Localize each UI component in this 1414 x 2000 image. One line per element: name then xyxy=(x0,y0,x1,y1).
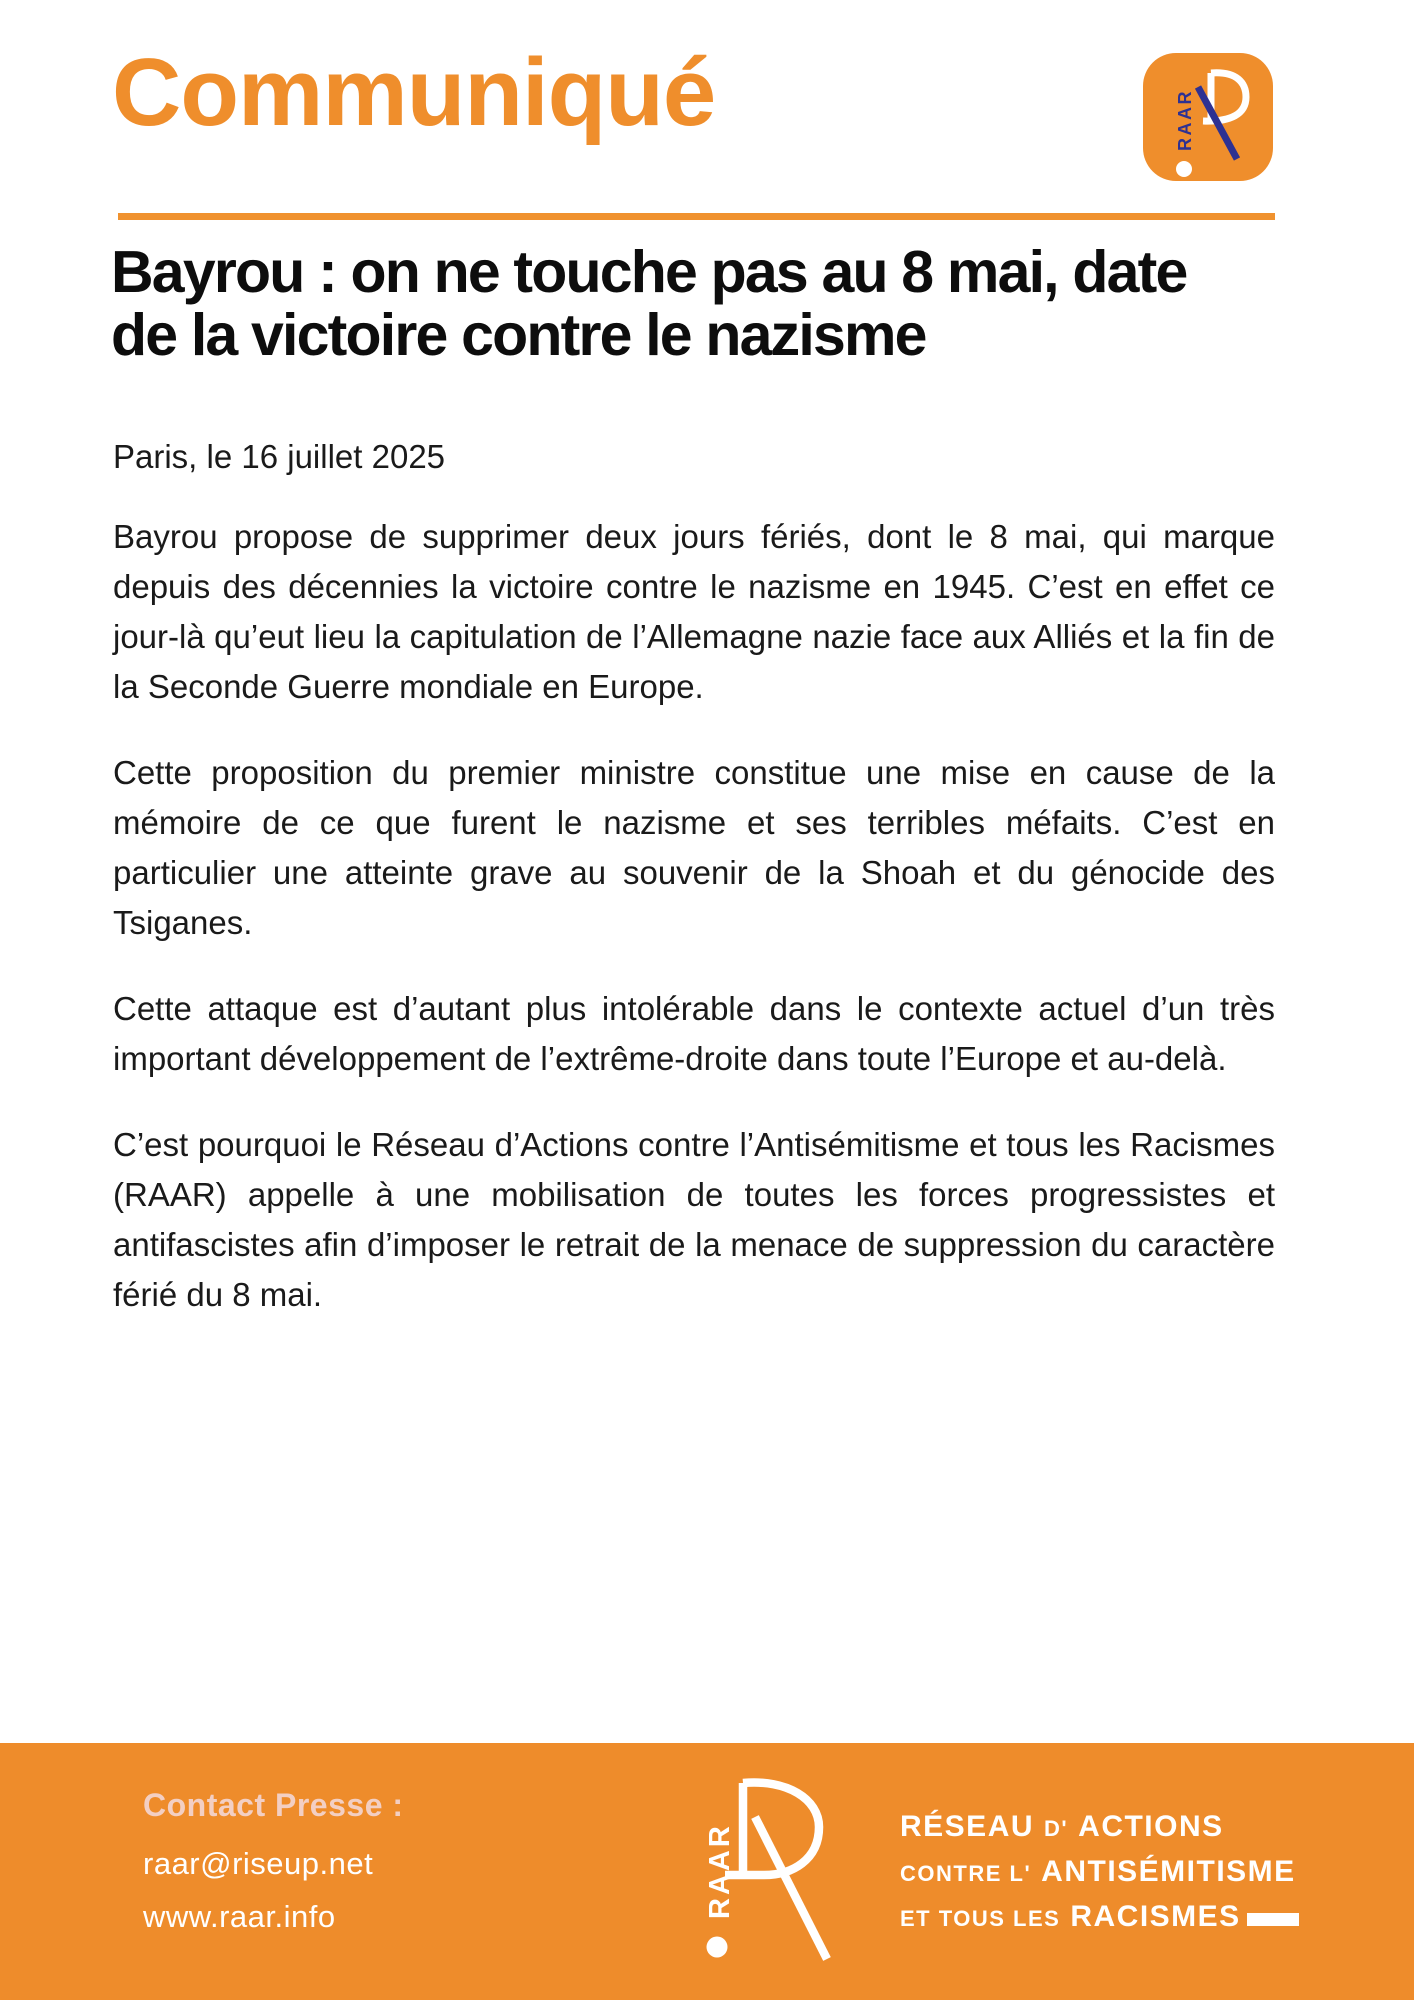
contact-email-link[interactable]: raar@riseup.net xyxy=(143,1846,374,1881)
contact-website-link[interactable]: www.raar.info xyxy=(143,1899,336,1934)
dateline: Paris, le 16 juillet 2025 xyxy=(113,438,446,475)
org-underscore-bar xyxy=(1247,1913,1299,1926)
raar-logo-footer xyxy=(695,1775,835,1970)
org-et-tous-les-text: ET TOUS LES xyxy=(900,1906,1061,1931)
headline xyxy=(111,241,1186,367)
org-name-block xyxy=(900,1807,1299,1942)
org-contre-text: CONTRE L' xyxy=(900,1861,1032,1886)
article-body xyxy=(113,432,1275,1356)
org-racismes-text: RACISMES xyxy=(1070,1900,1241,1933)
org-actions-text: ACTIONS xyxy=(1078,1810,1224,1843)
footer-logo-dot-icon xyxy=(707,1937,728,1958)
logo-wordmark-vertical: RAAR xyxy=(1175,89,1195,151)
headline-line-1: Bayrou : on ne touche pas au 8 mai, date xyxy=(111,239,1187,305)
org-antisemitisme-text: ANTISÉMITISME xyxy=(1041,1855,1296,1888)
org-name-line-2 xyxy=(900,1852,1299,1897)
footer-logo-wordmark-vertical: RAAR xyxy=(704,1823,736,1919)
paragraph-2: Cette proposition du premier ministre constitue une mise en cause de la mémoire de ce que furent le nazisme et ses terribles méfaits. C’est en particulier une atteinte grave au souvenir de la Shoah et du génocide des Tsiganes. xyxy=(113,754,1275,941)
headline-line-2: de la victoire contre le nazisme xyxy=(111,302,926,369)
page-title: Communiqué xyxy=(112,39,716,146)
press-contact-block xyxy=(143,1787,404,1952)
footer-band xyxy=(0,1743,1414,2000)
org-name-line-1 xyxy=(900,1807,1299,1852)
paragraph-4: C’est pourquoi le Réseau d’Actions contre l’Antisémitisme et tous les Racismes (RAAR) appelle à une mobilisation de toutes les forces progressistes et antifascistes afin d’imposer le retrait de la menace de suppression du caractère férié du 8 mai. xyxy=(113,1126,1275,1313)
org-d-text: D' xyxy=(1044,1816,1069,1841)
org-reseau-text: RÉSEAU xyxy=(900,1810,1035,1843)
paragraph-1: Bayrou propose de supprimer deux jours fériés, dont le 8 mai, qui marque depuis des décennies la victoire contre le nazisme en 1945. C’est en effet ce jour-là qu’eut lieu la capitulation de l’Allemagne nazie face aux Alliés et la fin de la Seconde Guerre mondiale en Europe. xyxy=(113,518,1275,705)
logo-dot-icon xyxy=(1176,161,1192,177)
org-name-line-3 xyxy=(900,1897,1299,1942)
divider-rule xyxy=(118,213,1275,220)
raar-logo-badge xyxy=(1143,53,1273,181)
paragraph-3: Cette attaque est d’autant plus intolérable dans le contexte actuel d’un très important développement de l’extrême-droite dans toute l’Europe et au-delà. xyxy=(113,990,1275,1077)
contact-presse-label: Contact Presse : xyxy=(143,1787,404,1823)
